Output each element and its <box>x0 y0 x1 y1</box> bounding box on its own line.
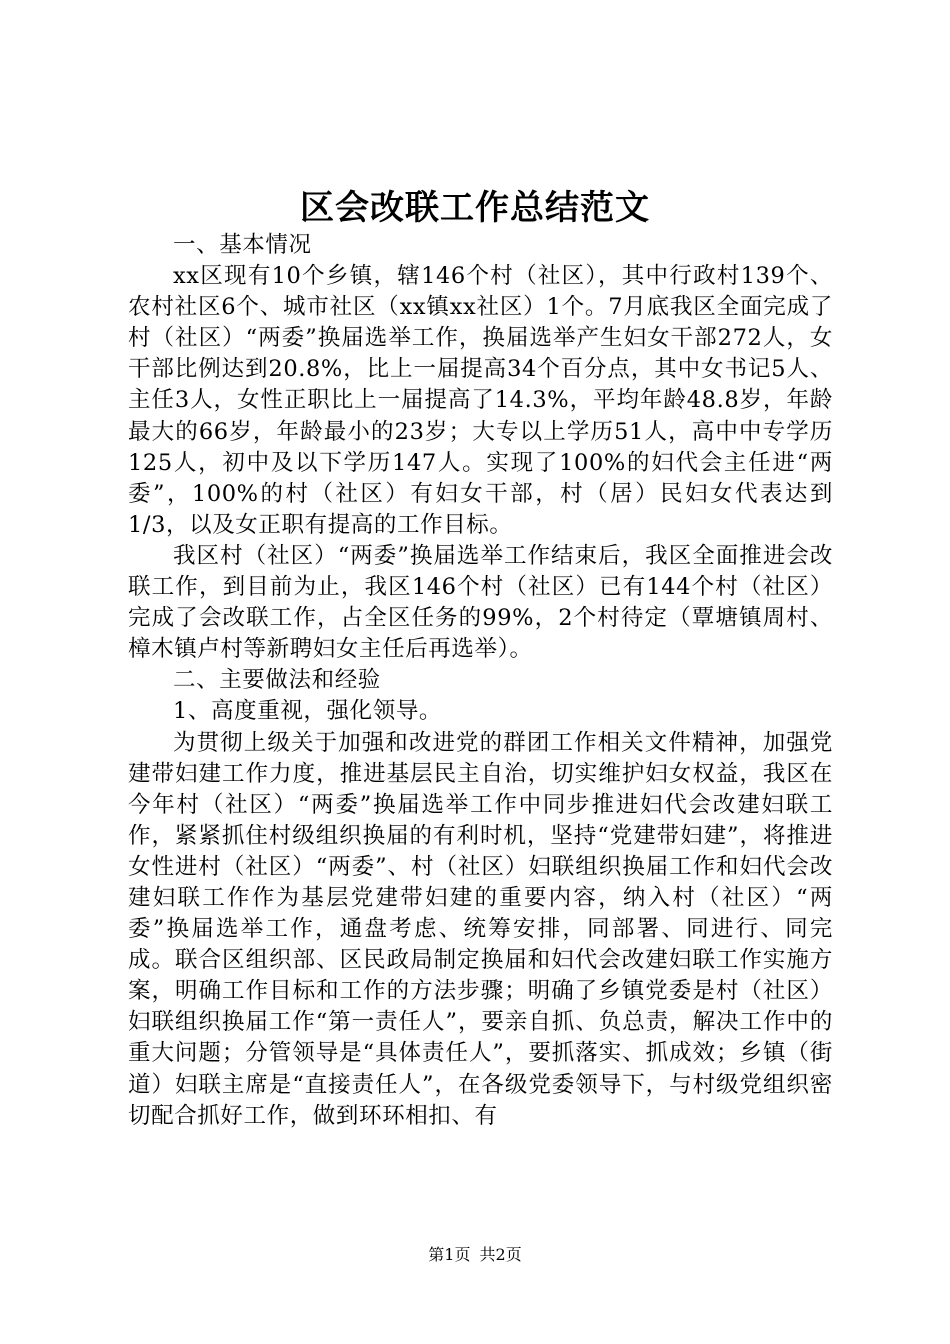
document-title: 区会改联工作总结范文 <box>300 188 650 228</box>
section-heading-basic-situation: 一、基本情况 <box>173 232 312 258</box>
page-footer <box>0 1243 950 1267</box>
paragraph-leadership: 为贯彻上级关于加强和改进党的群团工作相关文件精神，加强党建带妇建工作力度，推进基层民主自治，切实维护妇女权益，我区在今年村（社区）“两委”换届选举工作中同步推进妇代会改建妇联工作，紧紧抓住村级组织换届的有利时机，坚持“党建带妇建”，将推进女性进村（社区）“两委”、村（社区）妇联组织换届工作和妇代会改建妇联工作作为基层党建带妇建的重要内容，纳入村（社区）“两委”换届选举工作，通盘考虑、统筹安排，同部署、同进行、同完成。联合区组织部、区民政局制定换届和妇代会改建妇联工作实施方案，明确工作目标和工作的方法步骤；明确了乡镇党委是村（社区）妇联组织换届工作“第一责任人”，要亲自抓、负总责，解决工作中的重大问题；分管领导是“具体责任人”，要抓落实、抓成效；乡镇（街道）妇联主席是“直接责任人”，在各级党委领导下，与村级党组织密切配合抓好工作，做到环环相扣、有 <box>128 729 833 1129</box>
document-body <box>128 230 833 1132</box>
section-heading-practices: 二、主要做法和经验 <box>173 667 381 694</box>
paragraph-progress: 我区村（社区）“两委”换届选举工作结束后，我区全面推进会改联工作，到目前为止，我区146个村（社区）已有144个村（社区）完成了会改联工作，占全区任务的99%，2个村待定（覃塘镇周村、樟木镇卢村等新聘妇女主任后再选举）。 <box>128 542 833 663</box>
subheading-leadership: 1、高度重视，强化领导。 <box>173 698 443 725</box>
paragraph-overview: xx区现有10个乡镇，辖146个村（社区），其中行政村139个、农村社区6个、城市社区（xx镇xx社区）1个。7月底我区全面完成了村（社区）“两委”换届选举工作，换届选举产生妇女干部272人，女干部比例达到20.8%，比上一届提高34个百分点，其中女书记5人、主任3人，女性正职比上一届提高了14.3%，平均年龄48.8岁，年龄最大的66岁，年龄最小的23岁；大专以上学历51人，高中中专学历125人，初中及以下学历147人。实现了100%的妇代会主任进“两委”，100%的村（社区）有妇女干部，村（居）民妇女代表达到1/3，以及女正职有提高的工作目标。 <box>128 263 833 538</box>
page-number: 第1页 <box>428 1245 471 1264</box>
page-total: 共2页 <box>479 1245 522 1264</box>
